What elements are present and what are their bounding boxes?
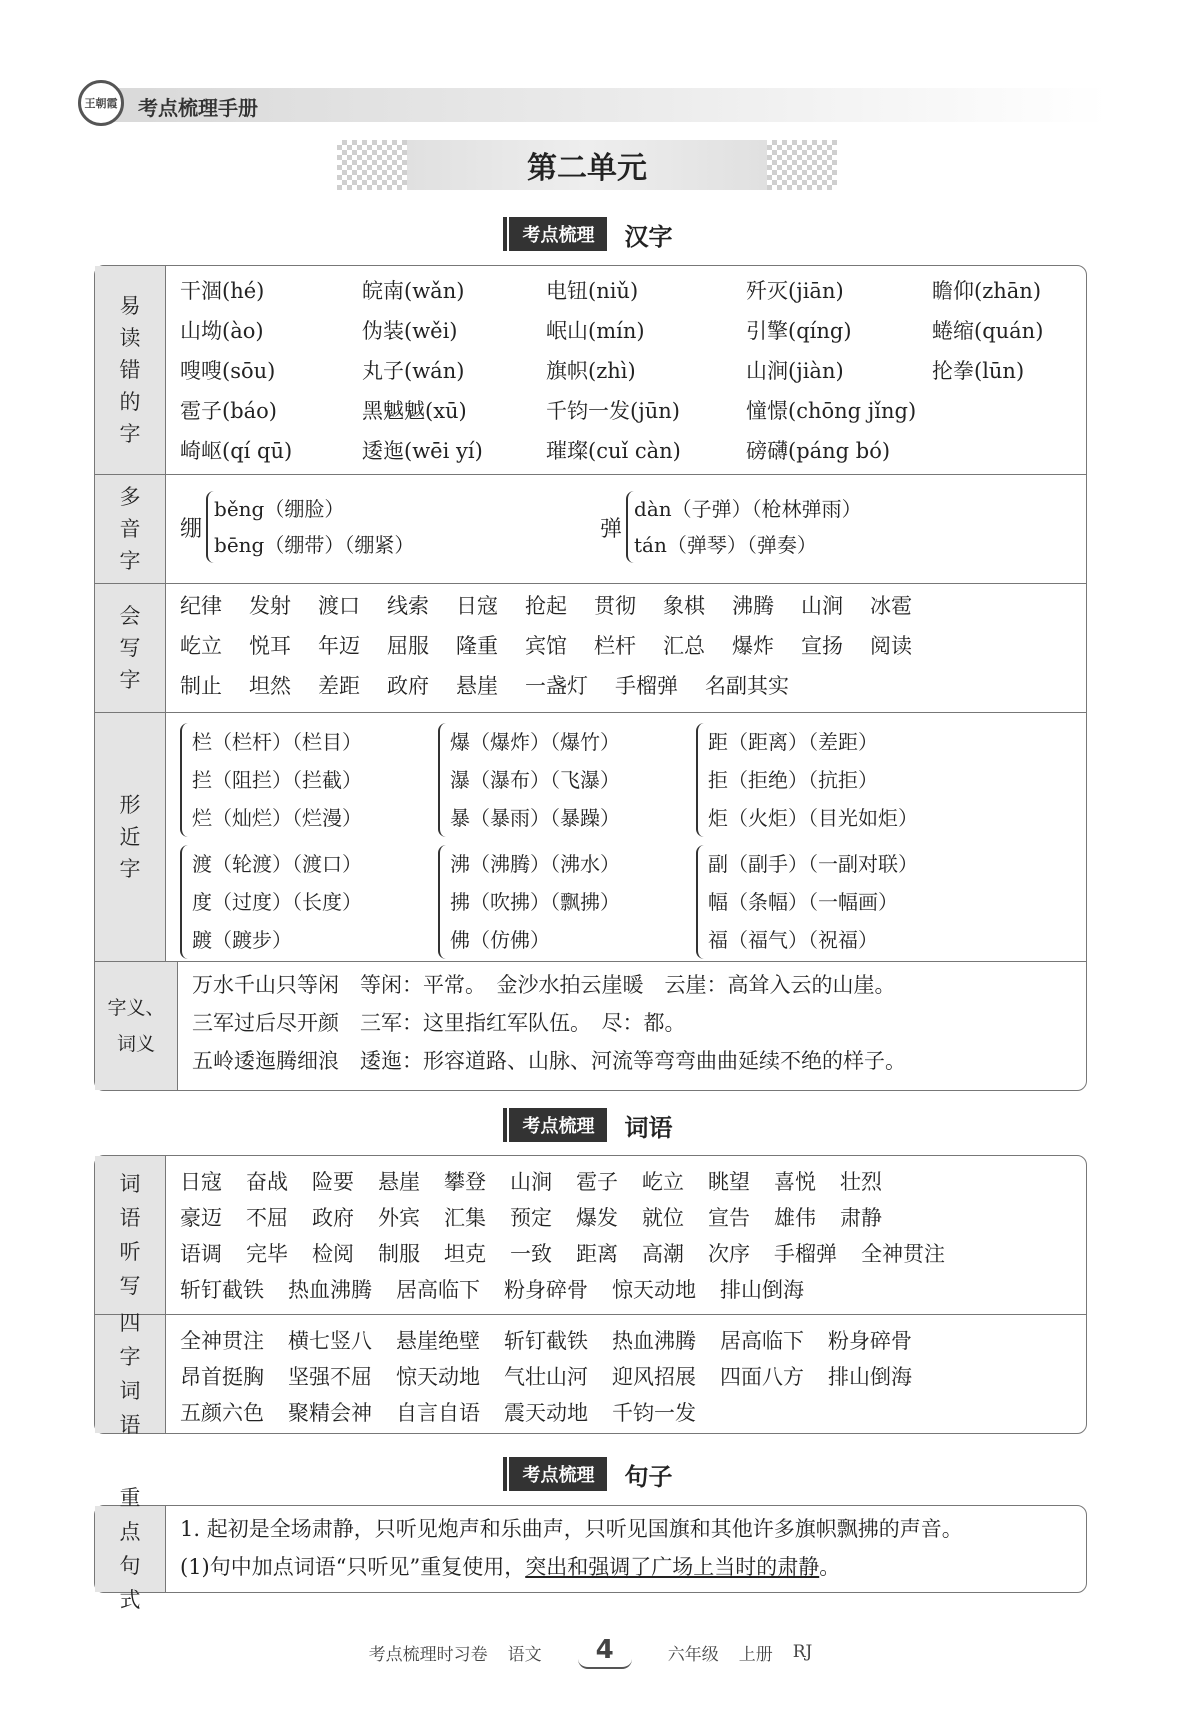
sizi-word: 自言自语 xyxy=(396,1401,480,1425)
hanzi-table xyxy=(94,265,1087,1091)
yidu-item: 磅礴(páng bó) xyxy=(746,439,891,463)
header-title: 考点梳理手册 xyxy=(138,96,258,120)
xingjin-item: 拒（拒绝）（抗拒） xyxy=(708,768,878,792)
huixie-word: 年迈 xyxy=(318,634,360,658)
page-header xyxy=(78,80,1078,126)
ziyi-line: 万水千山只等闲 等闲：平常。 金沙水拍云崖暖 云崖：高耸入云的山崖。 xyxy=(192,973,896,997)
tingxie-list xyxy=(166,1156,1086,1314)
xingjin-group xyxy=(696,723,996,837)
yidu-item xyxy=(932,394,1082,428)
row-label: 字义、词义 xyxy=(95,962,178,1090)
sizi-word: 斩钉截铁 xyxy=(504,1329,588,1353)
xingjin-item: 拂（吹拂）（飘拂） xyxy=(450,890,620,914)
sizi-word: 热血沸腾 xyxy=(612,1329,696,1353)
tingxie-word: 制服 xyxy=(378,1242,420,1266)
huixie-word: 阅读 xyxy=(870,634,912,658)
xingjin-item: 度（过度）（长度） xyxy=(192,890,362,914)
note-underlined: 突出和强调了广场上当时的肃静 xyxy=(525,1555,820,1579)
label-char: 四 xyxy=(119,1311,141,1335)
yidu-item: 黑魆魆(xū) xyxy=(362,399,467,423)
xingjin-item: 烂（灿烂）（烂漫） xyxy=(192,806,362,830)
label-char: 错 xyxy=(119,358,141,382)
yidu-item: 千钧一发(jūn) xyxy=(546,399,680,423)
sizi-word: 悬崖绝壁 xyxy=(396,1329,480,1353)
yidu-item: 雹子(báo) xyxy=(180,399,277,423)
tingxie-word: 粉身碎骨 xyxy=(504,1278,588,1302)
duoyin-group xyxy=(600,491,1020,563)
sentence-line: 1. 起初是全场肃静，只听见炮声和乐曲声，只听见国旗和其他许多旗帜飘拂的声音。 xyxy=(180,1517,963,1541)
row-label xyxy=(95,1156,166,1314)
huixie-word: 宣扬 xyxy=(801,634,843,658)
yidu-item: 皖南(wǎn) xyxy=(362,279,465,303)
header-bar xyxy=(108,88,1108,122)
section-heading-ciyu xyxy=(0,1107,1181,1143)
sizi-word: 气壮山河 xyxy=(504,1365,588,1389)
row-huixie xyxy=(95,583,1086,712)
tingxie-word: 惊天动地 xyxy=(612,1278,696,1302)
tingxie-line xyxy=(180,1272,1074,1308)
tingxie-word: 雄伟 xyxy=(774,1206,816,1230)
huixie-word: 爆炸 xyxy=(732,634,774,658)
huixie-word: 渡口 xyxy=(318,594,360,618)
yidu-grid xyxy=(180,274,1082,468)
label-char: 式 xyxy=(119,1588,141,1612)
ziyi-line: 三军过后尽开颜 三军：这里指红军队伍。 尽：都。 xyxy=(192,1011,686,1035)
huixie-word: 象棋 xyxy=(663,594,705,618)
tingxie-word: 壮烈 xyxy=(840,1170,882,1194)
sizi-word: 横七竖八 xyxy=(288,1329,372,1353)
row-yidu xyxy=(95,266,1086,474)
row-label xyxy=(95,475,166,583)
tingxie-word: 距离 xyxy=(576,1242,618,1266)
label-char: 读 xyxy=(119,326,141,350)
row-xingjin xyxy=(95,712,1086,961)
row-ziyi xyxy=(95,961,1086,1090)
duoyin-reading: bēng（绷带）（绷紧） xyxy=(214,533,415,557)
yidu-item: 引擎(qíng) xyxy=(746,319,852,343)
duoyin-reading: dàn（子弹）（枪林弹雨） xyxy=(634,497,862,521)
ziyi-list xyxy=(178,962,1086,1090)
huixie-word: 贯彻 xyxy=(594,594,636,618)
tingxie-word: 预定 xyxy=(510,1206,552,1230)
label-char: 字 xyxy=(119,857,141,881)
duoyin-char: 弹 xyxy=(600,516,623,542)
tingxie-word: 雹子 xyxy=(576,1170,618,1194)
tingxie-word: 豪迈 xyxy=(180,1206,222,1230)
sentence-note xyxy=(180,1548,1074,1586)
tingxie-word: 全神贯注 xyxy=(861,1242,945,1266)
tingxie-word: 肃静 xyxy=(840,1206,882,1230)
xingjin-item: 栏（栏杆）（栏目） xyxy=(192,730,362,754)
tingxie-word: 眺望 xyxy=(708,1170,750,1194)
row-label xyxy=(95,713,166,961)
xingjin-item: 爆（爆炸）（爆竹） xyxy=(450,730,620,754)
section-tag: 考点梳理 xyxy=(509,217,607,251)
duoyin-char: 绷 xyxy=(180,516,203,542)
logo: 王朝霞 xyxy=(78,80,124,126)
sizi-word: 排山倒海 xyxy=(828,1365,912,1389)
huixie-word: 政府 xyxy=(387,674,429,698)
yidu-item: 逶迤(wēi yí) xyxy=(362,439,483,463)
huixie-word: 隆重 xyxy=(456,634,498,658)
xingjin-item: 踱（踱步） xyxy=(192,928,292,952)
xingjin-group xyxy=(438,723,696,837)
xingjin-group xyxy=(696,845,996,959)
huixie-word: 宾馆 xyxy=(525,634,567,658)
tingxie-word: 爆发 xyxy=(576,1206,618,1230)
label-char: 语 xyxy=(119,1413,141,1437)
huixie-word: 抢起 xyxy=(525,594,567,618)
page-number: 4 xyxy=(578,1635,632,1669)
tingxie-word: 居高临下 xyxy=(396,1278,480,1302)
tingxie-word: 政府 xyxy=(312,1206,354,1230)
unit-title: 第二单元 xyxy=(407,140,767,190)
tingxie-word: 奋战 xyxy=(246,1170,288,1194)
huixie-line xyxy=(180,666,1074,706)
yidu-item: 山坳(ào) xyxy=(180,319,264,343)
row-tingxie xyxy=(95,1156,1086,1314)
yidu-item xyxy=(932,434,1082,468)
xingjin-group xyxy=(180,845,438,959)
sizi-word: 震天动地 xyxy=(504,1401,588,1425)
tingxie-word: 险要 xyxy=(312,1170,354,1194)
xingjin-item: 拦（阻拦）（拦截） xyxy=(192,768,362,792)
huixie-word: 坦然 xyxy=(249,674,291,698)
sizi-line xyxy=(180,1395,1074,1431)
xingjin-item: 炬（火炬）（目光如炬） xyxy=(708,806,918,830)
footer-subject: 语文 xyxy=(507,1644,542,1665)
label-char: 重 xyxy=(119,1486,141,1510)
huixie-word: 名副其实 xyxy=(705,674,789,698)
huixie-word: 手榴弹 xyxy=(615,674,678,698)
tingxie-line xyxy=(180,1200,1074,1236)
yidu-item: 伪装(wěi) xyxy=(362,319,458,343)
huixie-word: 制止 xyxy=(180,674,222,698)
sizi-line xyxy=(180,1359,1074,1395)
tingxie-word: 山涧 xyxy=(510,1170,552,1194)
ciyu-table xyxy=(94,1155,1087,1437)
yidu-item: 崎岖(qí qū) xyxy=(180,439,293,463)
row-duoyin xyxy=(95,474,1086,583)
xingjin-item: 沸（沸腾）（沸水） xyxy=(450,852,620,876)
sizi-word: 居高临下 xyxy=(720,1329,804,1353)
sizi-line xyxy=(180,1323,1074,1359)
duoyin-readings xyxy=(626,491,862,563)
xingjin-item: 佛（仿佛） xyxy=(450,928,550,952)
yidu-item: 瞻仰(zhān) xyxy=(932,279,1042,303)
sizi-word: 四面八方 xyxy=(720,1365,804,1389)
tingxie-word: 排山倒海 xyxy=(720,1278,804,1302)
tingxie-word: 语调 xyxy=(180,1242,222,1266)
section-title: 词语 xyxy=(624,1113,673,1142)
huixie-word: 冰雹 xyxy=(870,594,912,618)
tingxie-word: 高潮 xyxy=(642,1242,684,1266)
sizi-word: 坚强不屈 xyxy=(288,1365,372,1389)
huixie-word: 一盏灯 xyxy=(525,674,588,698)
huixie-list xyxy=(166,584,1086,712)
tingxie-word: 次序 xyxy=(708,1242,750,1266)
duoyin-readings xyxy=(206,491,414,563)
yidu-item: 丸子(wán) xyxy=(362,359,465,383)
label-char: 写 xyxy=(119,1274,141,1298)
yidu-item: 憧憬(chōng jǐng) xyxy=(746,399,917,423)
row-label xyxy=(95,1486,166,1612)
huixie-line xyxy=(180,626,1074,666)
note-text: (1)句中加点词语“只听见”重复使用， xyxy=(180,1555,526,1579)
tingxie-word: 斩钉截铁 xyxy=(180,1278,264,1302)
label-char: 会 xyxy=(119,604,141,628)
huixie-word: 山涧 xyxy=(801,594,843,618)
xingjin-group xyxy=(438,845,696,959)
yidu-item: 歼灭(jiān) xyxy=(746,279,844,303)
yidu-item: 嗖嗖(sōu) xyxy=(180,359,276,383)
tingxie-word: 汇集 xyxy=(444,1206,486,1230)
footer-book: 考点梳理时习卷 xyxy=(368,1644,488,1665)
huixie-line xyxy=(180,586,1074,626)
label-char: 音 xyxy=(119,517,141,541)
tingxie-word: 就位 xyxy=(642,1206,684,1230)
xingjin-item: 福（福气）（祝福） xyxy=(708,928,878,952)
huixie-word: 差距 xyxy=(318,674,360,698)
tingxie-word: 坦克 xyxy=(444,1242,486,1266)
section-title: 句子 xyxy=(624,1462,673,1491)
sizi-word: 粉身碎骨 xyxy=(828,1329,912,1353)
xingjin-item: 暴（暴雨）（暴躁） xyxy=(450,806,620,830)
tingxie-word: 屹立 xyxy=(642,1170,684,1194)
footer-term: 上册 xyxy=(738,1644,773,1665)
yidu-item: 旗帜(zhì) xyxy=(546,359,636,383)
section-tag: 考点梳理 xyxy=(509,1457,607,1491)
section-heading-juzi xyxy=(0,1456,1181,1492)
tingxie-word: 完毕 xyxy=(246,1242,288,1266)
xingjin-grid xyxy=(180,715,1074,967)
huixie-word: 栏杆 xyxy=(594,634,636,658)
label-char: 语 xyxy=(119,1206,141,1230)
sizi-word: 五颜六色 xyxy=(180,1401,264,1425)
label-char: 字 xyxy=(119,422,141,446)
sizi-word: 全神贯注 xyxy=(180,1329,264,1353)
label-char: 近 xyxy=(119,825,141,849)
label-char: 点 xyxy=(119,1520,141,1544)
huixie-word: 悦耳 xyxy=(249,634,291,658)
sizi-word: 千钧一发 xyxy=(612,1401,696,1425)
section-heading-hanzi xyxy=(0,216,1181,252)
label-char: 形 xyxy=(119,793,141,817)
section-title: 汉字 xyxy=(624,222,673,251)
unit-banner xyxy=(337,140,837,190)
tingxie-word: 悬崖 xyxy=(378,1170,420,1194)
duoyin-group xyxy=(180,491,600,563)
row-juzi xyxy=(95,1486,1086,1612)
label-char: 字 xyxy=(119,1345,141,1369)
juzi-table xyxy=(94,1486,1087,1612)
xingjin-item: 副（副手）（一副对联） xyxy=(708,852,918,876)
sizi-word: 聚精会神 xyxy=(288,1401,372,1425)
huixie-word: 屈服 xyxy=(387,634,429,658)
label-char: 写 xyxy=(119,636,141,660)
tingxie-word: 日寇 xyxy=(180,1170,222,1194)
tingxie-word: 不屈 xyxy=(246,1206,288,1230)
row-label xyxy=(95,584,166,712)
huixie-word: 沸腾 xyxy=(732,594,774,618)
label-char: 易 xyxy=(119,294,141,318)
xingjin-item: 幅（条幅）（一幅画） xyxy=(708,890,898,914)
tingxie-line xyxy=(180,1164,1074,1200)
yidu-item: 山涧(jiàn) xyxy=(746,359,844,383)
huixie-word: 发射 xyxy=(249,594,291,618)
label-char: 听 xyxy=(119,1240,141,1264)
xingjin-item: 瀑（瀑布）（飞瀑） xyxy=(450,768,620,792)
huixie-word: 悬崖 xyxy=(456,674,498,698)
tingxie-word: 外宾 xyxy=(378,1206,420,1230)
label-char: 词 xyxy=(119,1379,141,1403)
label-char: 词 xyxy=(119,1172,141,1196)
ziyi-line: 五岭逶迤腾细浪 逶迤：形容道路、山脉、河流等弯弯曲曲延续不绝的样子。 xyxy=(192,1049,906,1073)
sizi-word: 迎风招展 xyxy=(612,1365,696,1389)
label-char: 字 xyxy=(119,668,141,692)
huixie-word: 汇总 xyxy=(663,634,705,658)
sizi-list xyxy=(166,1315,1086,1433)
yidu-item: 电钮(niǔ) xyxy=(546,279,639,303)
section-tag: 考点梳理 xyxy=(509,1108,607,1142)
tingxie-word: 手榴弹 xyxy=(774,1242,837,1266)
label-char: 字 xyxy=(119,549,141,573)
note-end: 。 xyxy=(819,1555,841,1579)
xingjin-group xyxy=(180,723,438,837)
tingxie-word: 攀登 xyxy=(444,1170,486,1194)
tingxie-word: 喜悦 xyxy=(774,1170,816,1194)
yidu-item: 璀璨(cuǐ càn) xyxy=(546,439,681,463)
label-char: 多 xyxy=(119,485,141,509)
duoyin-list xyxy=(180,479,1074,575)
tingxie-word: 宣告 xyxy=(708,1206,750,1230)
yidu-item: 干涸(hé) xyxy=(180,279,265,303)
sizi-word: 惊天动地 xyxy=(396,1365,480,1389)
huixie-word: 纪律 xyxy=(180,594,222,618)
sizi-word: 昂首挺胸 xyxy=(180,1365,264,1389)
xingjin-item: 渡（轮渡）（渡口） xyxy=(192,852,362,876)
huixie-word: 线索 xyxy=(387,594,429,618)
tingxie-word: 一致 xyxy=(510,1242,552,1266)
huixie-word: 日寇 xyxy=(456,594,498,618)
yidu-item: 抡拳(lūn) xyxy=(932,359,1025,383)
label-char: 句 xyxy=(119,1554,141,1578)
row-label xyxy=(95,1311,166,1437)
tingxie-word: 热血沸腾 xyxy=(288,1278,372,1302)
tingxie-word: 检阅 xyxy=(312,1242,354,1266)
duoyin-reading: tán（弹琴）（弹奏） xyxy=(634,533,817,557)
footer-grade: 六年级 xyxy=(667,1644,719,1665)
row-sizi xyxy=(95,1311,1086,1437)
footer-edition: RJ xyxy=(792,1642,813,1662)
row-label xyxy=(95,266,166,474)
xingjin-item: 距（距离）（差距） xyxy=(708,730,878,754)
page-footer xyxy=(0,1632,1181,1672)
label-char: 的 xyxy=(119,390,141,414)
yidu-item: 岷山(mín) xyxy=(546,319,645,343)
yidu-item: 蜷缩(quán) xyxy=(932,319,1044,343)
tingxie-line xyxy=(180,1236,1074,1272)
duoyin-reading: běng（绷脸） xyxy=(214,497,345,521)
huixie-word: 屹立 xyxy=(180,634,222,658)
